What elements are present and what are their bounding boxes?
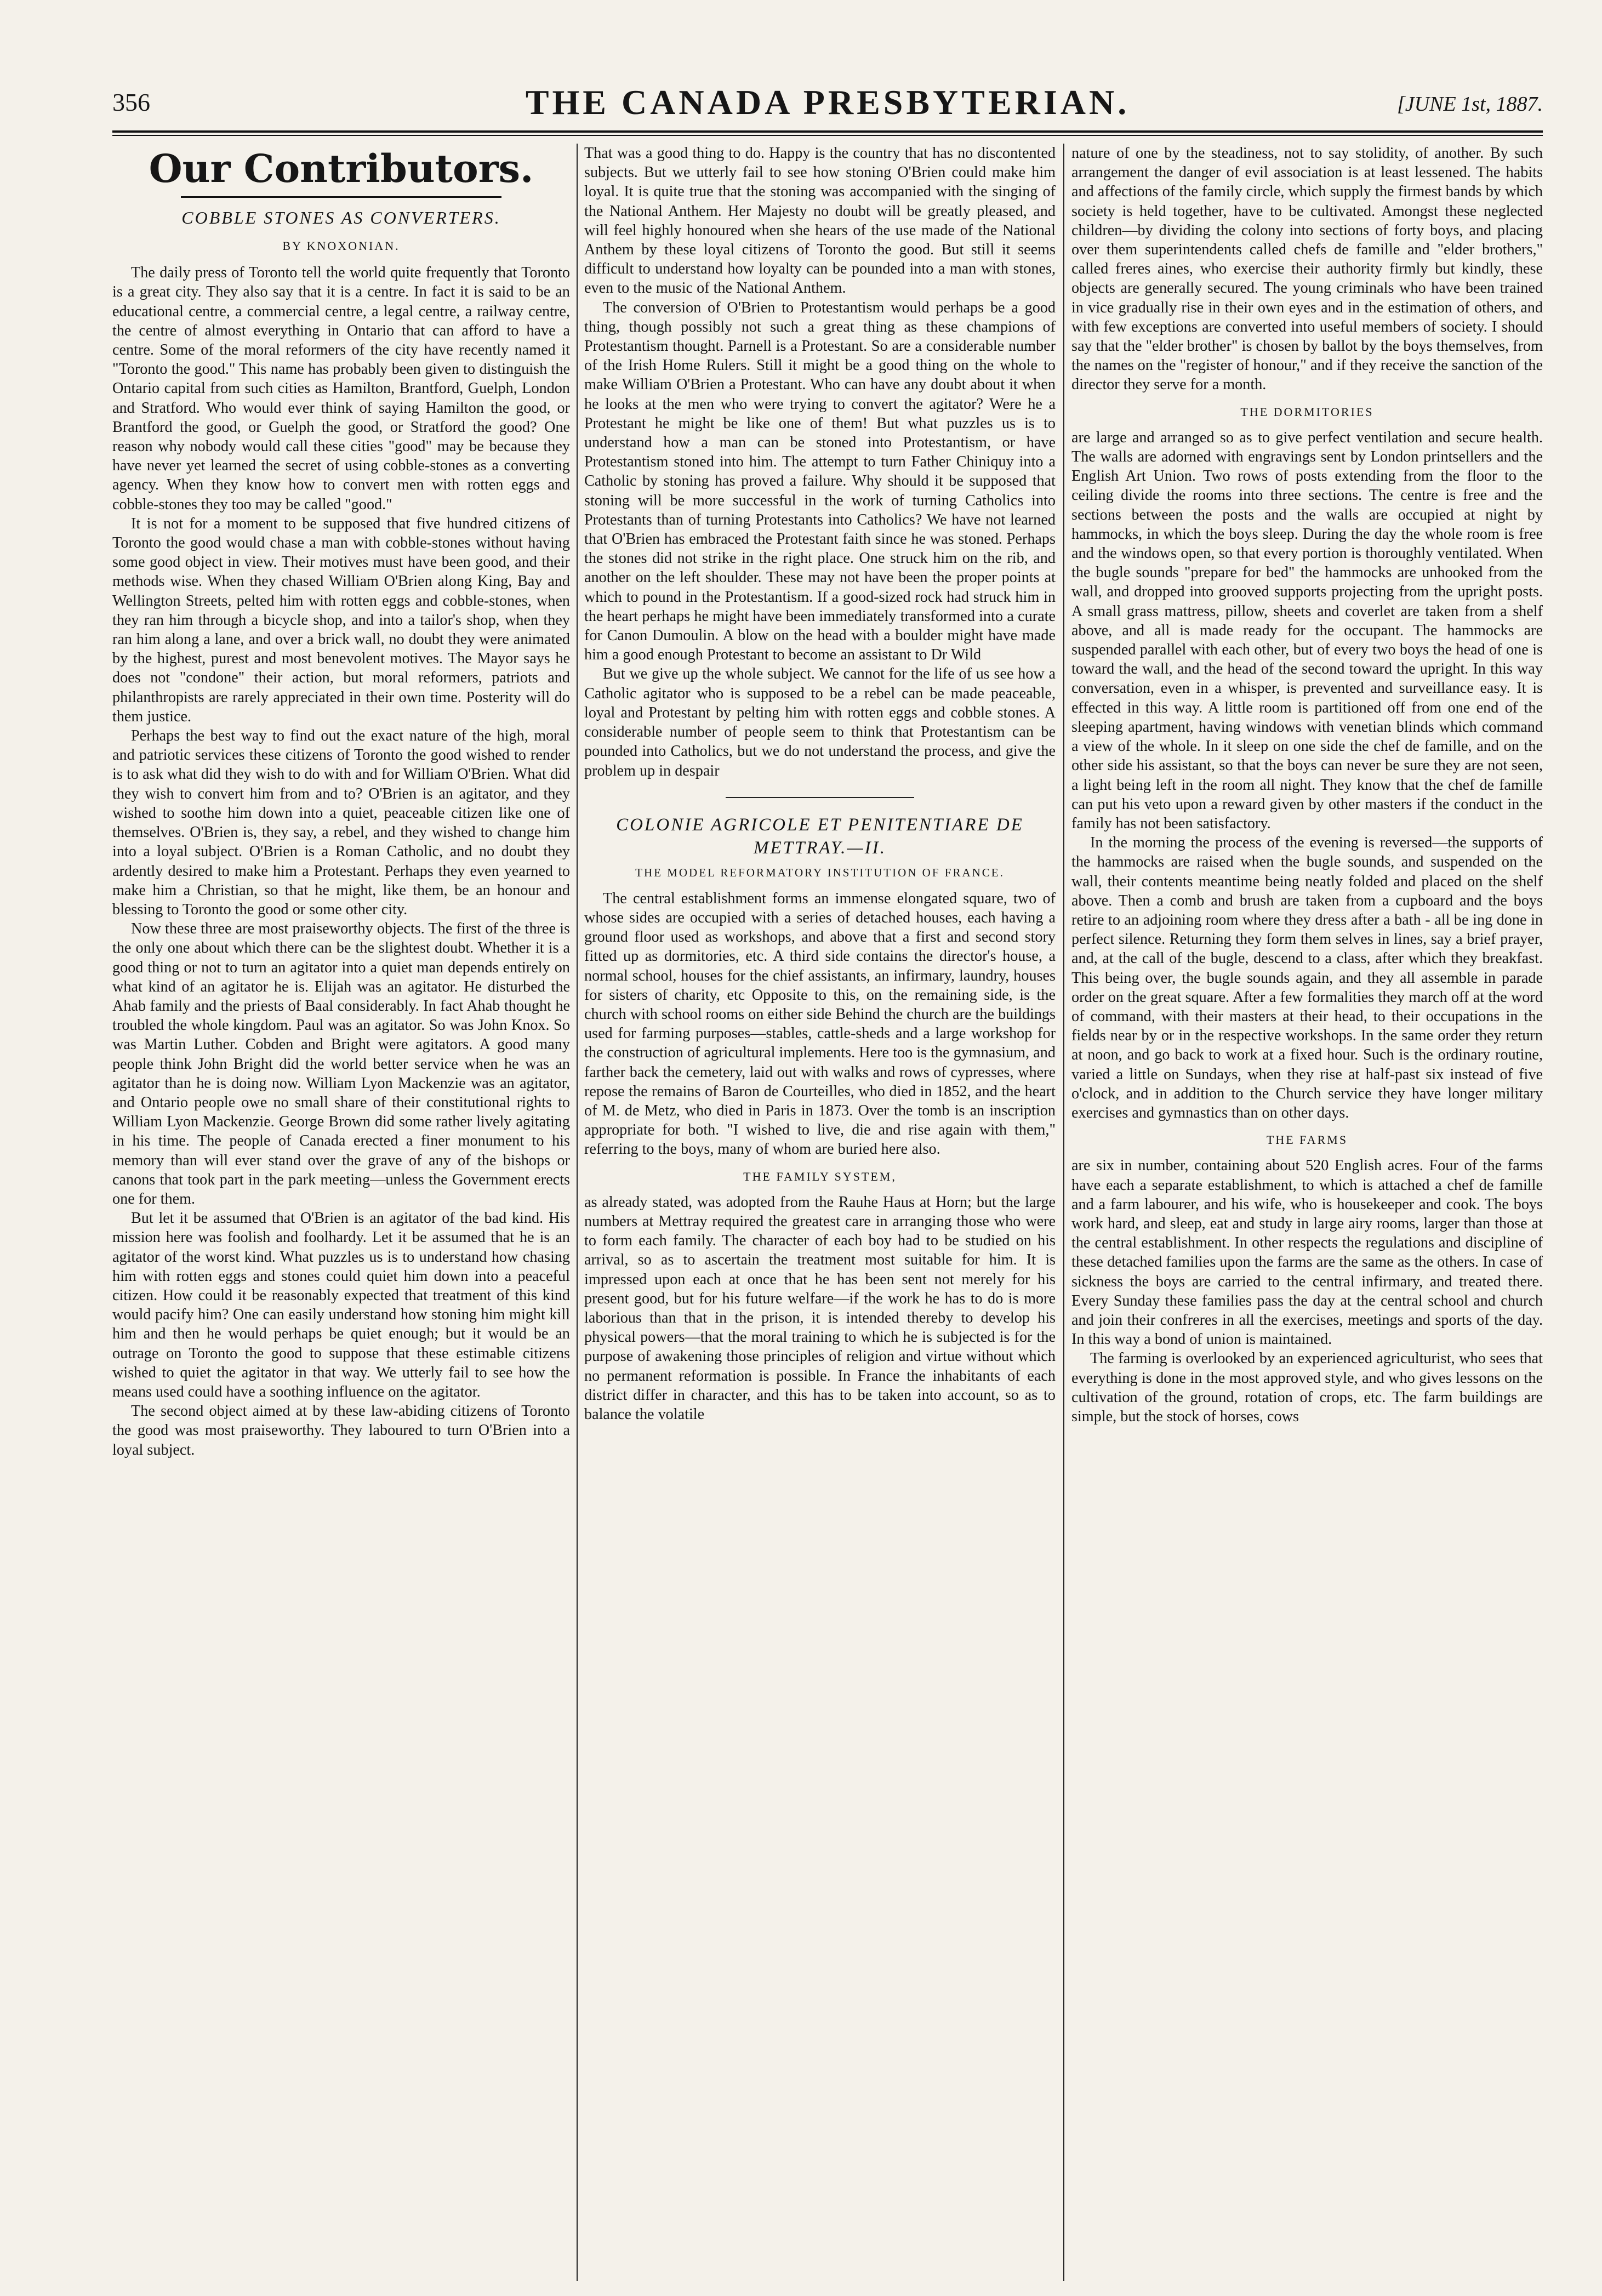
paragraph: as already stated, was adopted from the Rauhe Haus at Horn; but the large numbers at Mettray required the greatest care in arranging those who were to form each family. The character of each boy had to be studied on his arrival, so as to ascertain the treatment most suitable for him. It is impressed upon each at once that he has been sent not merely for his present good, but for his future welfare—if the work he has to do is more laborious than that in the prison, it is intended thereby to develop his physical powers—that the moral training to which he is subjected is for the purpose of awakening those principles of religion and virtue without which no permanent reformation is possible. In France the inhabitants of each district differ in character, and this has to be taken into account, so as to balance the volatile [584,1193,1056,1423]
section-rule [181,196,501,198]
article-title: COLONIE AGRICOLE ET PENITENTIARE DE METTRAY.—II. [616,814,1024,858]
article-divider [726,797,914,798]
paragraph: The conversion of O'Brien to Protestantism would perhaps be a good thing, though possibly not such a great thing as these champions of Protestantism thought. Parnell is a Protestant. So are a considerable number of the Irish Home Rulers. Still it might be a good thing on the whole to make William O'Brien a Protestant. Who can have any doubt about it when he looks at the men who were trying to convert the agitator? Were he a Protestant he might be like one of them! But what puzzles us is to understand how a man can be stoned into Protestantism, or have Protestantism stoned into him. The attempt to turn Father Chiniquy into a Catholic by stoning has proved a failure. Why should it be supposed that stoning will be more successful in the work of turning Catholics into Protestants than of turning Protestants into Catholics? We have not learned that O'Brien has embraced the Protestant faith since he was stoned. Perhaps the stones did not strike in the right place. One struck him on the rib, and another on the left shoulder. These may not have been the proper points at which to pound in the Protestantism. If a good-sized rock had struck him in the heart perhaps he might have been immediately transformed into a curate for Canon Dumoulin. A blow on the head with a boulder might have made him a good enough Protestant to become an assistant to Dr Wild [584,299,1056,664]
column-2 [584,144,1056,2284]
paragraph: That was a good thing to do. Happy is the country that has no discontented subjects. But we utterly fail to see how stoning O'Brien could make him loyal. It is quite true that the stoning was accompanied with the singing of the National Anthem. Her Majesty no doubt will be greatly pleased, and will feel highly honoured when she hears of the use made of the National Anthem by these loyal citizens of Toronto the good. But still it seems difficult to understand how loyalty can be pounded into a man with stones, even to the music of the National Anthem. [584,145,1056,297]
column-divider-2 [1063,144,1064,2281]
paragraph: It is not for a moment to be supposed that five hundred citizens of Toronto the good would chase a man with cobble-stones without having some good object in view. Their motives must have been good, and their methods wise. When they chased William O'Brien along King, Bay and Wellington Streets, pelted him with rotten eggs and cobble-stones, when they ran him through a bicycle shop, and into a tailor's shop, when they ran him along a lane, and over a brick wall, no doubt they were animated by the highest, purest and most benevolent motives. The Mayor says he does not "condone" their action, but moral reformers, patriots and philanthropists are rarely appreciated in their own time. Posterity will do them justice. [112,515,570,725]
column-1 [112,144,570,2284]
subheading: THE FARMS [1266,1133,1348,1147]
paragraph: But we give up the whole subject. We cannot for the life of us see how a Catholic agitator who is supposed to be a rebel can be made peaceable, loyal and Protestant by pelting him with rotten eggs and cobble stones. A considerable number of people seem to think that Protestantism can be pounded into Catholics, but we do not understand the process, and give the problem up in despair [584,665,1056,779]
issue-date: [JUNE 1st, 1887. [1397,93,1543,116]
column-3 [1071,144,1543,2284]
masthead: THE CANADA PRESBYTERIAN. [525,83,1130,122]
paragraph: The central establishment forms an immense elongated square, two of whose sides are occupied with a series of detached houses, each having a ground floor used as workshops, and above that a first and second story fitted up as dormitories, etc. A third side contains the director's house, a normal school, houses for the chief assistants, an infirmary, laundry, houses for sisters of charity, etc Opposite to this, on the remaining side, is the church with school rooms on either side Behind the church are the buildings used for farming purposes—stables, cattle-sheds and a large workshop for the construction of agricultural implements. Here too is the gymnasium, and farther back the cemetery, laid out with walks and rows of cypresses, where repose the remains of Baron de Courteilles, who died in 1852, and the heart of M. de Metz, who died in Paris in 1873. Over the tomb is an inscription appropriate for both. "I wished to live, die and rise again with them," referring to the boys, many of whom are buried here also. [584,890,1056,1158]
paragraph: are six in number, containing about 520 English acres. Four of the farms have each a separate establishment, to which is attached a chef de famille and a farm labourer, and his wife, who is housekeeper and cook. The boys work hard, and sleep, eat and study in large airy rooms, larger than those at the central establishment. In other respects the regulations and discipline of these detached families upon the farms are the same as the others. In case of sickness the boys are carried to the central infirmary, and treated there. Every Sunday these families pass the day at the central school and church and join their confreres in all the exercises, meetings and sports of the day. In this way a bond of union is maintained. [1071,1157,1543,1348]
header-rule [112,130,1543,136]
paragraph: But let it be assumed that O'Brien is an agitator of the bad kind. His mission here was foolish and foolhardy. Let it be assumed that he is an agitator of the worst kind. What puzzles us is to understand how chasing him with rotten eggs and stones could quiet him down into a peaceful citizen. How could it be reasonably expected that treatment of this kind would pacify him? One can easily understand how stoning him might kill him and then he would perhaps be quiet enough; but it would be an outrage on Toronto the good to suppose that these estimable citizens wished to quiet the agitator in that way. We utterly fail to see how the means used could have a soothing influence on the agitator. [112,1210,570,1400]
paragraph: In the morning the process of the evening is reversed—the supports of the hammocks are raised when the bugle sounds, and suspended on the wall, their contents meantime being neatly folded and placed on the shelf above. Then a comb and brush are taken from a cupboard and the boys retire to an adjoining room where they dress after a bath - all be ing done in perfect silence. Returning they form them selves in lines, say a brief prayer, and, at the call of the bugle, descend to a class, after which they breakfast. This being over, the bugle sounds again, and they all assemble in parade order on the great square. After a few formalities they march off at the word of command, with their masters at their head, to their occupations in the fields near by or in the respective workshops. In the same order they return at noon, and go back to work at a fixed hour. Such is the ordinary routine, varied a little on Sundays, when they rise at half-past six instead of five o'clock, and in addition to the Church service they have longer military exercises and gymnastics than on other days. [1071,834,1543,1121]
article-subtitle: THE MODEL REFORMATORY INSTITUTION OF FRANCE. [635,865,1005,879]
page-number: 356 [112,88,150,116]
page-header [112,82,1543,132]
paragraph: Now these three are most praiseworthy objects. The first of the three is the only one about which there can be the slightest doubt. Whether it is a good thing or not to turn an agitator into a quiet man depends entirely on what kind of an agitator he is. Elijah was an agitator. He disturbed the Ahab family and the priests of Baal considerably. In fact Ahab thought he troubled the whole kingdom. Paul was an agitator. So was John Knox. So was Martin Luther. Cobden and Bright were agitators. A good many people think John Bright did the world better service when he was an agitator than he is doing now. William Lyon Mackenzie was an agitator, and Ontario people owe no small share of their constitutional rights to William Lyon Mackenzie. George Brown did some rather lively agitating in his time. The people of Canada erected a finer monument to his memory than will ever stand over the grave of any of the bishops or canons that took part in the park meeting—unless the Government erects one for them. [112,920,570,1207]
section-title: Our Contributors. [149,146,534,191]
paragraph: The farming is overlooked by an experienced agriculturist, who sees that everything is done in the most approved style, and who gives lessons on the cultivation of the ground, rotation of crops, etc. The farm buildings are simple, but the stock of horses, cows [1071,1350,1543,1425]
subheading: THE DORMITORIES [1240,404,1374,419]
paragraph: Perhaps the best way to find out the exact nature of the high, moral and patriotic services these citizens of Toronto the good wished to render is to ask what did they wish to do with and for William O'Brien. What did they wish to convert him from and to? O'Brien is an agitator, and they wished to soothe him down into a quiet, peaceable citizen like one of themselves. O'Brien is, they say, a rebel, and they wished to change him into a loyal subject. O'Brien is a Roman Catholic, and no doubt they ardently desired to make him a Protestant. Perhaps they even yearned to make him a Christian, so that he might, like them, be an honour and blessing to Toronto the good or some other city. [112,727,570,918]
article-title: COBBLE STONES AS CONVERTERS. [181,208,501,227]
byline: BY KNOXONIAN. [282,239,400,253]
subheading: THE FAMILY SYSTEM, [743,1169,897,1183]
paragraph: The daily press of Toronto tell the world quite frequently that Toronto is a great city. They also say that it is a centre. In fact it is said to be an educational centre, a commercial centre, a legal centre, a railway centre, the centre of almost everything in Ontario that can afford to have a centre. Some of the moral reformers of the city have recently named it "Toronto the good." This name has probably been given to distinguish the Ontario capital from such cities as Hamilton, Brantford, Guelph, London and Stratford. Who would ever think of saying Hamilton the good, or Brantford the good, or Guelph the good, or Stratford the good? One reason why nobody would call these cities "good" may be because they have never yet learned the secret of using cobble-stones as a converting agency. When they know how to convert men with rotten eggs and cobble-stones they too may be called "good." [112,264,570,513]
paragraph: The second object aimed at by these law-abiding citizens of Toronto the good was most praiseworthy. They laboured to turn O'Brien into a loyal subject. [112,1403,570,1458]
column-divider-1 [577,144,578,2281]
paragraph: are large and arranged so as to give perfect ventilation and secure health. The walls are adorned with engravings sent by London printsellers and the English Art Union. Two rows of posts extending from the floor to the ceiling divide the rooms into three sections. The centre is free and the sections between the posts and the walls are occupied at night by hammocks, in which the boys sleep. During the day the whole room is free and the windows open, so that every portion is thoroughly ventilated. When the bugle sounds "prepare for bed" the hammocks are unhooked from the wall, and dropped into grooved supports projecting from the upright posts. A small grass mattress, pillow, sheets and coverlet are taken from a shelf above, and all is made ready for the occupant. The hammocks are suspended parallel with each other, but of every two boys the head of one is toward the wall, and the head of the second toward the upright. In this way conversation, even in a whisper, is prevented and surveillance easy. It is effected in this way. A little room is partitioned off from one end of the sleeping apartment, having windows with venetian blinds which command a view of the whole. In it sleep on one side the chef de famille, and on the other side his assistant, so that the boys can never be sure they are not seen, a light being left in the room all night. They know that the chef de famille can put his veto upon a reward given by other masters if the conduct in the family has not been satisfactory. [1071,429,1543,832]
paragraph: nature of one by the steadiness, not to say stolidity, of another. By such arrangement the danger of evil association is at least lessened. The habits and affections of the family circle, which supply the firmest bands by which society is held together, have to be cultivated. Amongst these neglected children—by dividing the colony into sections of forty boys, and placing over them superintendents called chefs de famille and "elder brothers," called freres aines, who exercise their authority firmly but kindly, these objects are generally secured. The young criminals who have been trained in vice gradually rise in their own eyes and in the estimation of others, and with few exceptions are converted into useful members of society. I should say that the "elder brother" is chosen by ballot by the boys themselves, from the names on the "register of honour," and if they receive the sanction of the director they serve for a month. [1071,145,1543,394]
